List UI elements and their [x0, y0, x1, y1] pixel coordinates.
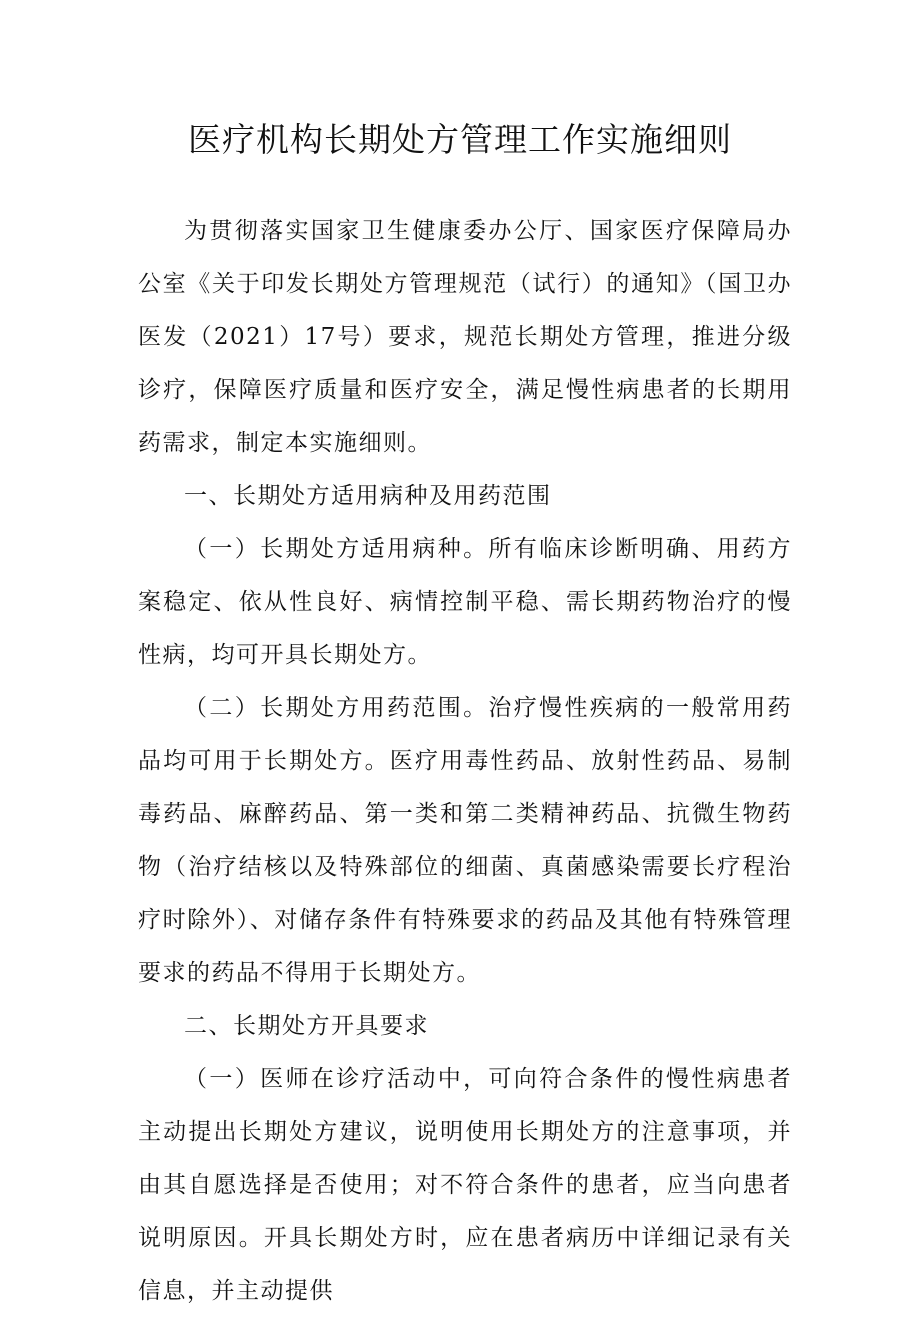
section-2-item-1: （一）医师在诊疗活动中，可向符合条件的慢性病患者主动提出长期处方建议，说明使用长期处方的注意事项，并由其自愿选择是否使用；对不符合条件的患者，应当向患者说明原因。开具长期处方时，应在患者病历中详细记录有关信息，并主动提供	[138, 1066, 792, 1304]
intro-paragraph: 为贯彻落实国家卫生健康委办公厅、国家医疗保障局办公室《关于印发长期处方管理规范（试行）的通知》（国卫办医发（2021）17号）要求，规范长期处方管理，推进分级诊疗，保障医疗质量和医疗安全，满足慢性病患者的长期用药需求，制定本实施细则。	[138, 218, 792, 456]
document-body	[138, 205, 792, 1318]
section-heading-1: 一、长期处方适用病种及用药范围	[184, 483, 552, 509]
section-1-item-1: （一）长期处方适用病种。所有临床诊断明确、用药方案稳定、依从性良好、病情控制平稳、需长期药物治疗的慢性病，均可开具长期处方。	[138, 536, 792, 668]
section-heading-2: 二、长期处方开具要求	[184, 1013, 429, 1039]
document-title: 医疗机构长期处方管理工作实施细则	[188, 120, 732, 159]
section-1-item-2: （二）长期处方用药范围。治疗慢性疾病的一般常用药品均可用于长期处方。医疗用毒性药品、放射性药品、易制毒药品、麻醉药品、第一类和第二类精神药品、抗微生物药物（治疗结核以及特殊部位的细菌、真菌感染需要长疗程治疗时除外）、对储存条件有特殊要求的药品及其他有特殊管理要求的药品不得用于长期处方。	[138, 695, 792, 986]
